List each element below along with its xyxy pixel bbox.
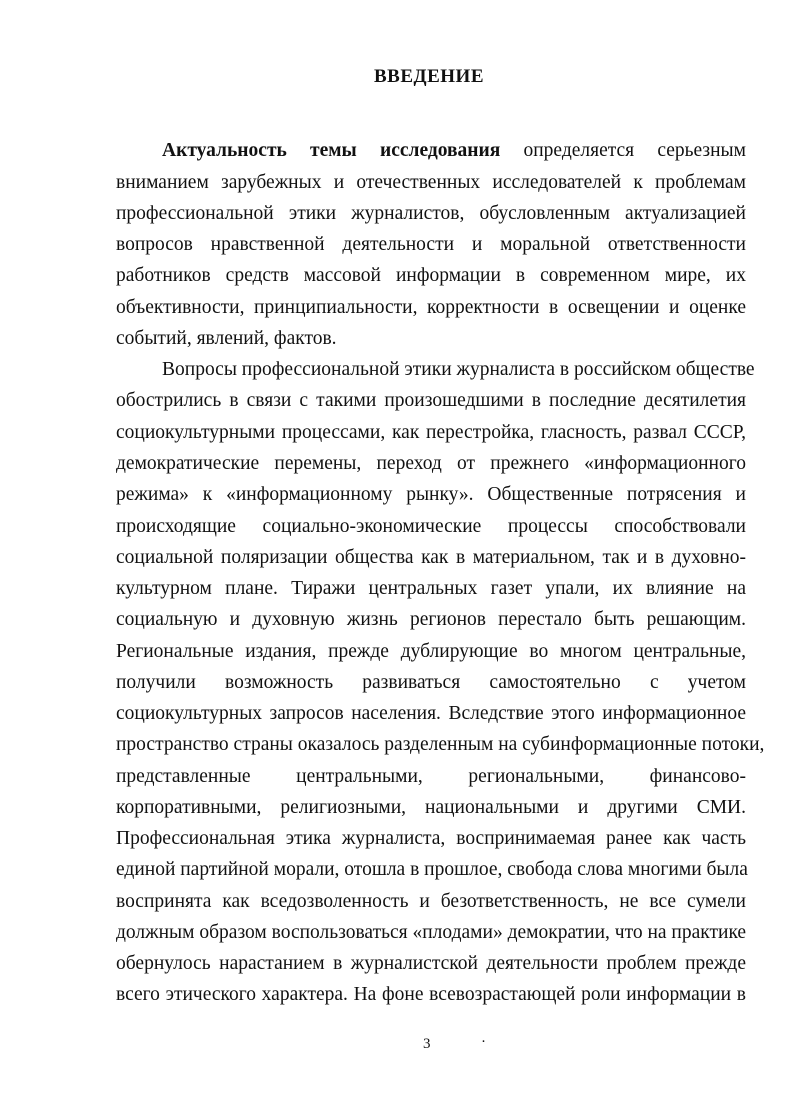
paragraph-2-line: Вопросы профессиональной этики журналиста в российском обществе [162,359,755,380]
paragraph-2-line: социальной поляризации общества как в материальном, так и в духовно- [116,547,746,568]
paragraph-2-line: культурном плане. Тиражи центральных газет упали, их влияние на [116,578,746,599]
paragraph-2-line: демократические перемены, переход от прежнего «информационного [116,453,746,474]
paragraph-1-line: событий, явлений, фактов. [116,328,337,349]
paragraph-2-line: единой партийной морали, отошла в прошлое, свобода слова многими была [116,859,748,880]
paragraph-2-line: воспринята как вседозволенность и безответственность, не все сумели [116,891,746,912]
paragraph-1-line-1 [162,140,746,162]
paragraph-2-line: происходящие социально-экономические процессы способствовали [116,516,746,537]
page-number: 3 [423,1036,431,1052]
paragraph-2-line: корпоративными, религиозными, национальными и другими СМИ. [116,797,746,818]
scan-mark: · [481,1034,486,1050]
paragraph-2-line: всего этического характера. На фоне всевозрастающей роли информации в [116,984,746,1005]
paragraph-1-lead-rest: определяется серьезным [523,140,746,161]
paragraph-1-line: вопросов нравственной деятельности и моральной ответственности [116,234,746,255]
paragraph-2-line: Региональные издания, прежде дублирующие во многом центральные, [116,641,746,662]
paragraph-1-line: профессиональной этики журналистов, обусловленным актуализацией [116,203,746,224]
paragraph-2-line: обернулось нарастанием в журналистской деятельности проблем прежде [116,953,746,974]
paragraph-2-line: социокультурных запросов населения. Вследствие этого информационное [116,703,746,724]
paragraph-2-line: обострились в связи с такими произошедшими в последние десятилетия [116,390,746,411]
paragraph-2-line: режима» к «информационному рынку». Общественные потрясения и [116,484,746,505]
paragraph-1-lead-bold: Актуальность темы исследования [162,140,501,161]
paragraph-2-line: должным образом воспользоваться «плодами» демократии, что на практике [116,922,747,943]
paragraph-2-line: получили возможность развиваться самостоятельно с учетом [116,672,746,693]
paragraph-2-line: Профессиональная этика журналиста, воспринимаемая ранее как часть [116,828,746,849]
paragraph-2-line: социокультурными процессами, как перестройка, гласность, развал СССР, [116,422,746,443]
paragraph-2-line: пространство страны оказалось разделенным на субинформационные потоки, [116,734,765,755]
paragraph-1-line: вниманием зарубежных и отечественных исследователей к проблемам [116,172,746,193]
page-title: ВВЕДЕНИЕ [374,66,484,87]
paragraph-1-line: работников средств массовой информации в современном мире, их [116,265,746,286]
paragraph-2-line: представленные центральными, региональными, финансово- [116,766,746,787]
paragraph-1-line: объективности, принципиальности, корректности в освещении и оценке [116,297,746,318]
paragraph-2-line: социальную и духовную жизнь регионов перестало быть решающим. [116,609,746,630]
